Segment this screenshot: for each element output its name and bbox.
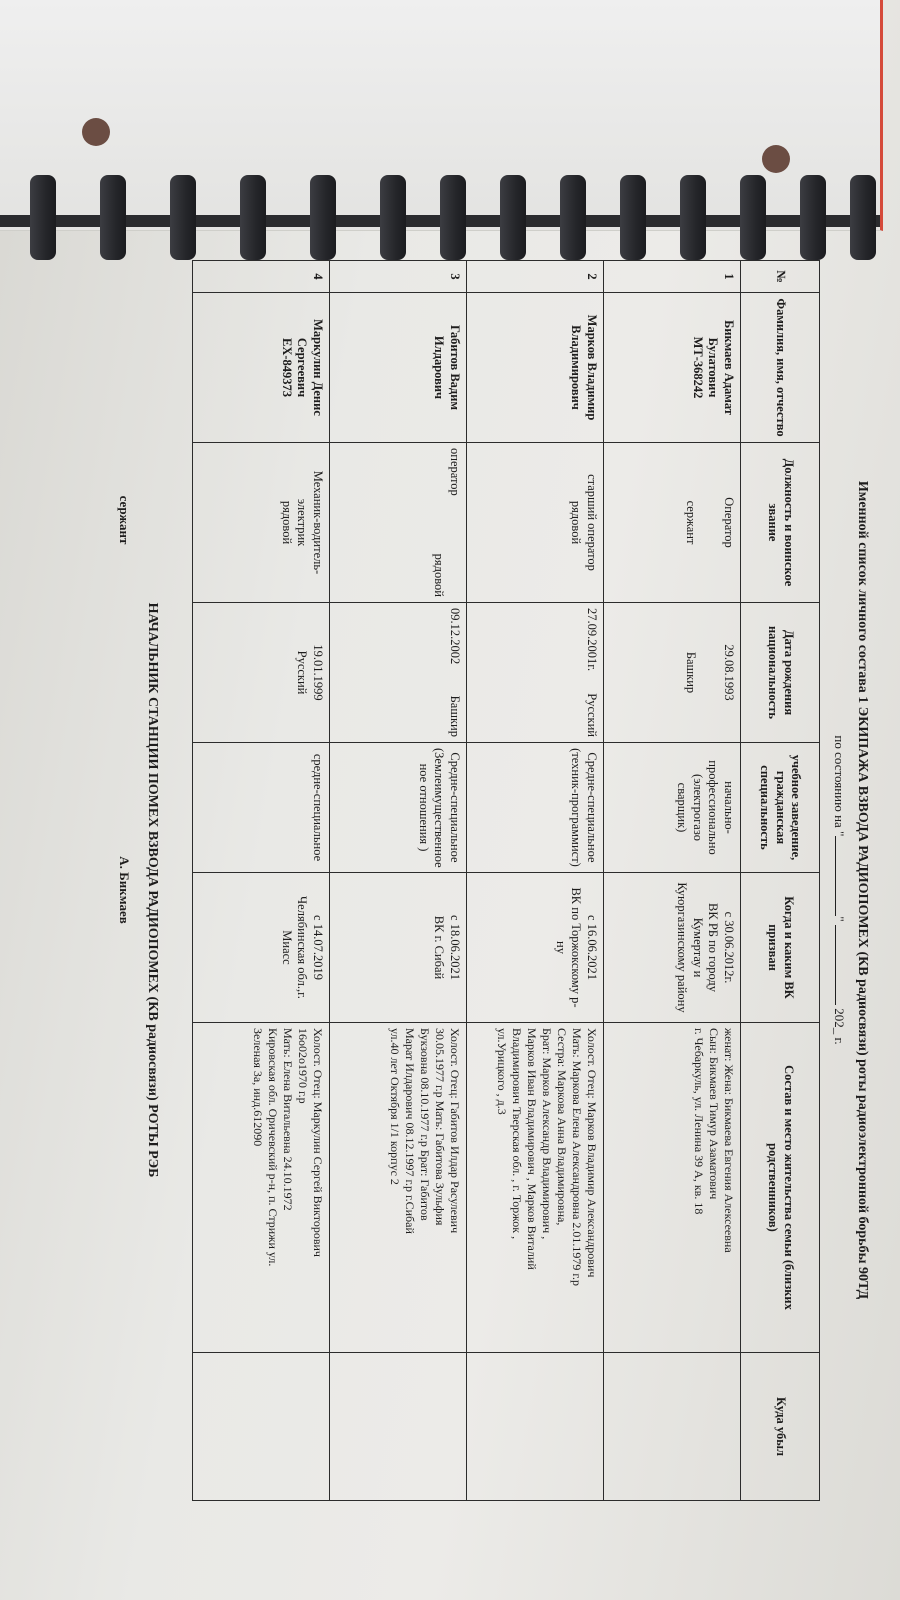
family-line: Владимирович Тверская обл. , г. Торжок , xyxy=(510,1028,524,1240)
row-number: 1 xyxy=(604,261,741,293)
education-line: Средне-специальное xyxy=(448,752,462,863)
table-header-row xyxy=(741,261,820,1501)
column-header: Дата рождения национальность xyxy=(741,603,820,743)
education-line: профессионально xyxy=(706,760,721,855)
birth-date: 19.01.1999 xyxy=(311,644,325,701)
family-cell xyxy=(330,1023,467,1353)
drafted-line: с 30.06.2012г. xyxy=(722,911,736,984)
rank: рядовой xyxy=(279,500,294,545)
date-mid: " xyxy=(832,916,847,922)
name-line: Булатович xyxy=(706,337,721,398)
name-line: Габитов Вадим xyxy=(448,325,462,410)
name-line: ЕХ-849373 xyxy=(279,337,294,398)
education-cell xyxy=(330,743,467,873)
education-line: (техник-программист) xyxy=(569,748,584,867)
drafted-line: с 14.07.2019 xyxy=(311,915,325,980)
roster-document xyxy=(20,220,880,1570)
footer-rank: сержант xyxy=(117,495,132,545)
date-blank xyxy=(835,925,848,1005)
full-name-cell xyxy=(467,293,604,443)
family-line: Букзовна 08.10.1977 г.р Брат: Габитов xyxy=(418,1028,432,1221)
column-header: Когда и каким ВК призван xyxy=(741,873,820,1023)
family-line: Брат: Марков Александр Владимирович , xyxy=(540,1028,554,1240)
full-name-cell xyxy=(193,293,330,443)
document-title: Именной список личного состава 1 ЭКИПАЖА ВЗВОДА РАДИОПОМЕХ (КВ радиосвязи) роты радиоэлектронной борьбы 90ТД xyxy=(855,480,870,1300)
education-line: средне-специальное xyxy=(311,753,325,862)
rank: рядовой xyxy=(569,500,584,545)
family-line: ул.40 лет Октября 1/1 корпус 2 xyxy=(388,1028,402,1185)
family-line: Сын: Бикмаев Тимур Азаматович xyxy=(707,1028,721,1200)
name-line: Марков Владимир xyxy=(585,314,599,421)
drafted-line: Миасс xyxy=(279,930,294,965)
family-line: Холост. Отец: Марков Владимир Александрович xyxy=(585,1028,599,1278)
nationality: Башкир xyxy=(684,651,699,694)
rank: рядовой xyxy=(432,553,447,597)
education-line: начально- xyxy=(722,781,736,834)
name-line: МТ-368242 xyxy=(690,336,705,399)
family-cell xyxy=(193,1023,330,1353)
name-line: Сергеевич xyxy=(295,337,310,398)
family-line: Кировская обл. Оричевский р-н, п. Стрижи ул. xyxy=(266,1028,280,1267)
drafted-cell xyxy=(467,873,604,1023)
drafted-line: ВК РБ по городу xyxy=(706,903,721,992)
row-number: 3 xyxy=(330,261,467,293)
nationality: Башкир xyxy=(448,695,462,737)
position: оператор xyxy=(448,448,462,496)
date-blank xyxy=(835,836,848,916)
family-line: Мать: Елена Витальевна 24.10.1972 xyxy=(281,1028,295,1211)
family-line: Мать: Маркова Елена Александровна 2.01.1979 г.р xyxy=(570,1028,584,1286)
position-cell xyxy=(193,443,330,603)
position-cell xyxy=(330,443,467,603)
row-number: 2 xyxy=(467,261,604,293)
departed-cell xyxy=(467,1353,604,1501)
drafted-line: ВК г. Сибай xyxy=(432,915,447,980)
name-line: Владимирович xyxy=(569,325,584,410)
position-cell xyxy=(604,443,741,603)
drafted-cell xyxy=(330,873,467,1023)
birth-date: 29.08.1993 xyxy=(722,644,736,701)
departed-cell xyxy=(330,1353,467,1501)
birth-date: 27.09.2001г. xyxy=(585,608,599,672)
family-cell xyxy=(467,1023,604,1353)
footer-title: НАЧАЛЬНИК СТАНЦИИ ПОМЕХ ВЗВОДА РАДИОПОМЕХ (КВ радиосвязи) РОТЫ РЭБ xyxy=(145,602,160,1178)
family-line: ул.Урицкого , д.3 xyxy=(495,1028,509,1115)
column-header: Состав и место жительства семьи (близких родственников) xyxy=(741,1023,820,1353)
column-header: Должность и воинское звание xyxy=(741,443,820,603)
table-row xyxy=(467,261,604,1501)
family-line: 16о02о1970 г.р xyxy=(296,1028,310,1104)
name-line: Илдарович xyxy=(432,335,447,400)
column-header: учебное заведение, гражданская специальность xyxy=(741,743,820,873)
birth-date: 09.12.2002 xyxy=(448,608,462,665)
drafted-line: Кумертау и xyxy=(690,917,705,978)
drafted-cell xyxy=(604,873,741,1023)
footer-signature: А. Бикмаев xyxy=(117,856,132,924)
departed-cell xyxy=(193,1353,330,1501)
drafted-line: Челябинская обл.,г. xyxy=(295,896,310,999)
family-line: Зеленая 3а, инд.612090 xyxy=(251,1028,265,1147)
table-row xyxy=(604,261,741,1501)
position: старший оператор xyxy=(585,474,599,571)
birth-cell xyxy=(330,603,467,743)
education-line: ное отношения ) xyxy=(416,763,431,852)
education-line: (Землеимущественное xyxy=(432,748,447,868)
full-name-cell xyxy=(330,293,467,443)
rank: сержант xyxy=(684,500,699,545)
column-header: Фамилия, имя, отчество xyxy=(741,293,820,443)
drafted-line: Куюргазинскому району xyxy=(675,882,690,1013)
full-name-cell xyxy=(604,293,741,443)
table-row xyxy=(193,261,330,1501)
family-line: Марат Илдарович 08.12.1997 г.р г.Сибай xyxy=(403,1028,417,1234)
position: Оператор xyxy=(722,497,736,548)
family-line: Сестра: Маркова Анна Владимировна, xyxy=(555,1028,569,1226)
roster-table xyxy=(192,260,820,1501)
drafted-cell xyxy=(193,873,330,1023)
education-cell xyxy=(193,743,330,873)
education-cell xyxy=(467,743,604,873)
birth-cell xyxy=(604,603,741,743)
position: Механик-водитель-электрик xyxy=(295,470,325,575)
date-line xyxy=(831,260,848,1520)
date-prefix: по состоянию на " xyxy=(832,735,847,837)
family-line: женат: Жена: Бикмаева Евгения Алексеевна xyxy=(722,1028,736,1253)
drafted-line: ну xyxy=(553,941,568,954)
family-line: г. Чебаркуль, ул. Ленина 39 А, кв. 18 xyxy=(692,1028,706,1215)
family-line: Холост. Отец: Габитов Илдар Расулевич xyxy=(448,1028,462,1234)
row-number: 4 xyxy=(193,261,330,293)
nationality: Русский xyxy=(585,693,599,737)
drafted-line: с 18.06.2021 xyxy=(448,915,462,980)
drafted-line: с 16.06.2021 xyxy=(585,915,599,980)
column-header: № xyxy=(741,261,820,293)
family-line: Холост. Отец: Маркулин Сергей Викторович xyxy=(311,1028,325,1257)
drafted-line: ВК по Торжокскому р- xyxy=(569,887,584,1008)
education-cell xyxy=(604,743,741,873)
date-suffix: 202_ г. xyxy=(832,1008,847,1045)
education-line: (электрогазо сварщик) xyxy=(675,774,705,841)
family-line: Марков Иван Владимирович , Марков Виталий xyxy=(525,1028,539,1270)
punch-hole xyxy=(762,145,790,173)
punch-hole xyxy=(82,118,110,146)
nationality: Русский xyxy=(295,650,310,695)
table-row xyxy=(330,261,467,1501)
family-line: 30.05.1977 г.р Мать: Габитова Зульфия xyxy=(433,1028,447,1226)
name-line: Бикмаев Адамат xyxy=(722,320,736,415)
education-line: Средне-специальное xyxy=(585,752,599,863)
departed-cell xyxy=(604,1353,741,1501)
birth-cell xyxy=(193,603,330,743)
column-header: Куда убыл xyxy=(741,1353,820,1501)
family-cell xyxy=(604,1023,741,1353)
position-cell xyxy=(467,443,604,603)
name-line: Маркулин Денис xyxy=(311,319,325,416)
birth-cell xyxy=(467,603,604,743)
